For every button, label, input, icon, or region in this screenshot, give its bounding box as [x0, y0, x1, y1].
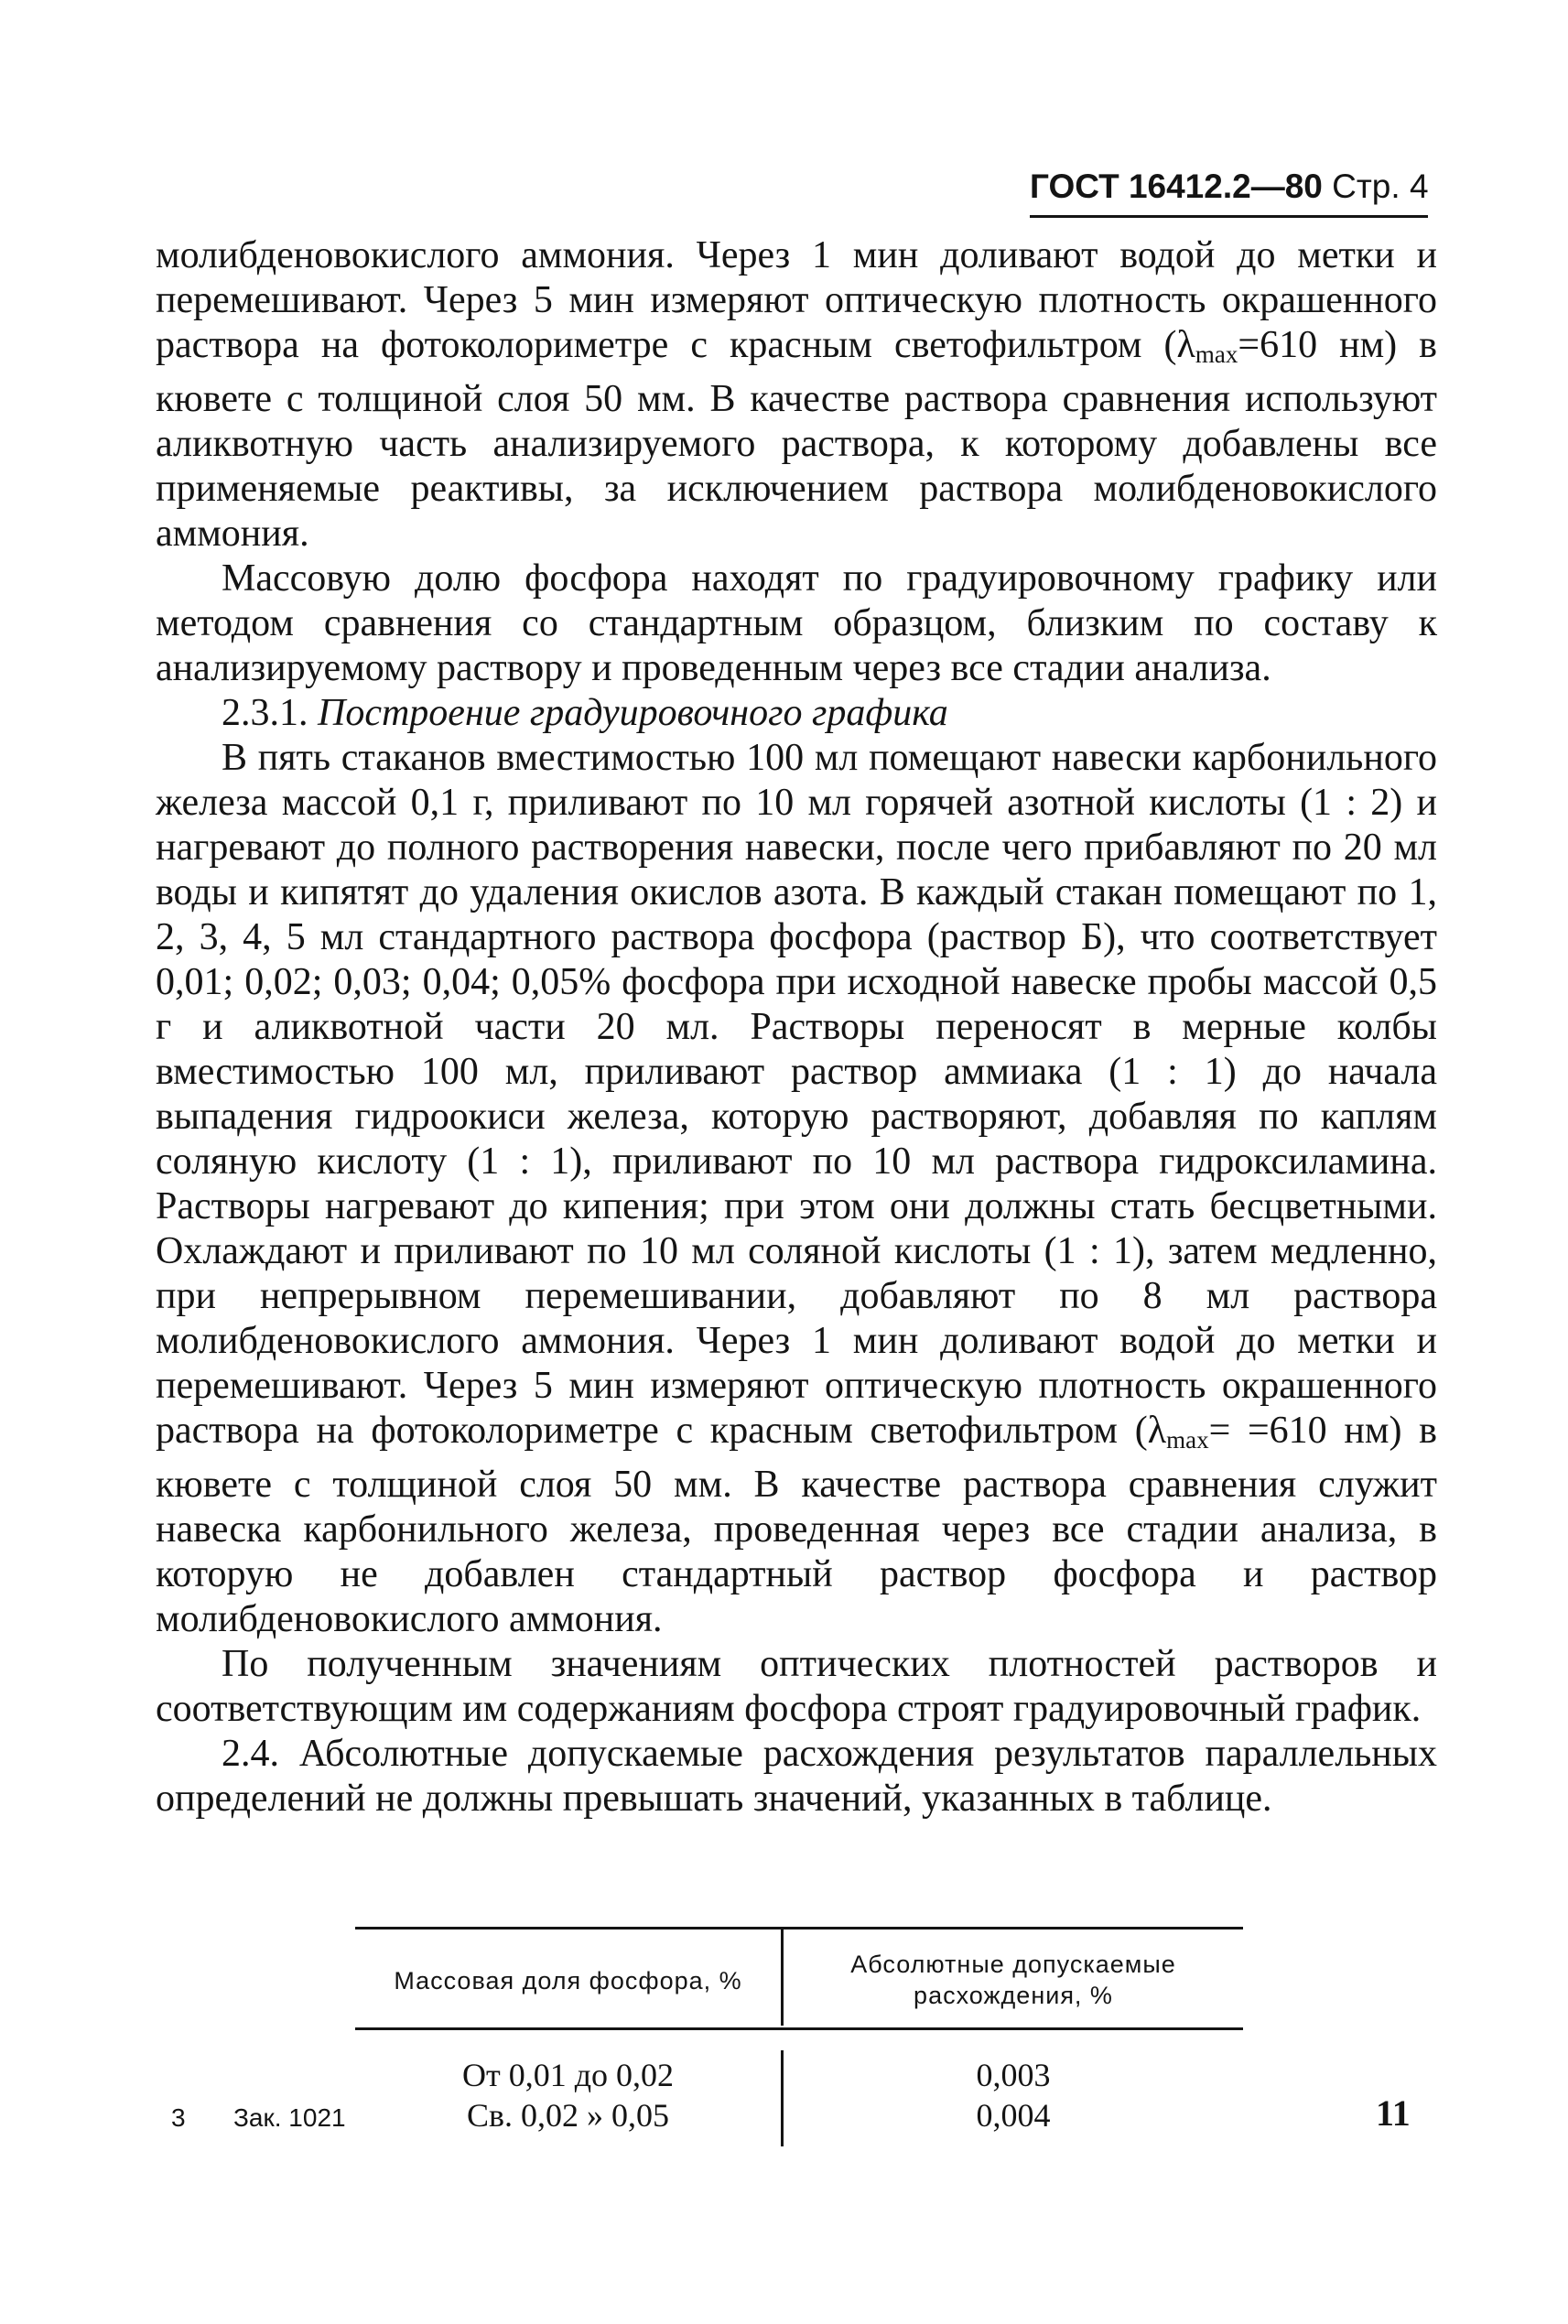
section-title: Построение градуировочного графика [318, 692, 948, 734]
paragraph-2-4: 2.4. Абсолютные допускаемые расхождения результатов параллельных определений не должны превышать значений, указанных в таблице. [156, 1733, 1437, 1820]
table-cell-range-2: Св. 0,02 » 0,05 [466, 2097, 669, 2134]
footer-order-number: Зак. 1021 [233, 2103, 346, 2132]
table-top-rule [355, 1927, 1243, 1929]
footer-sheet-number: 3 [171, 2103, 186, 2132]
section-heading-2-3-1: 2.3.1. Построение градуировочного графика [222, 692, 948, 734]
column-header-tolerance: Абсолютные допускаемые расхождения, % [850, 1951, 1176, 2009]
page-label: Стр. 4 [1332, 168, 1429, 205]
paragraph-continuation: молибденовокислого аммония. Через 1 мин доливают водой до метки и перемешивают. Через 5 мин измеряют оптическую плотность окрашенного раствора на фотоколориметре с красным светофильтром ($\lambda_{max}=610$ нм) в кювете с толщиной слоя 50 мм. В качестве раствора сравнения используют аликвотную часть анализируемого раствора, к которому добавлены все применяемые реактивы, за исключением раствора молибденовокислого аммония. [156, 234, 1437, 555]
lambda-subscript: max [1195, 340, 1238, 368]
tolerance-table [355, 1927, 1243, 2156]
standard-number: ГОСТ 16412.2—80 [1030, 168, 1323, 205]
lambda-subscript: max [1166, 1426, 1209, 1454]
table-cell-value-2: 0,004 [976, 2097, 1051, 2134]
column-header-mass-fraction: Массовая доля фосфора, % [394, 1967, 742, 1994]
paragraph-calibration: По полученным значениям оптических плотностей растворов и соответствующим им содержаниям фосфора строят градуировочный график. [156, 1643, 1437, 1730]
paragraph-mass-fraction: Массовую долю фосфора находят по градуировочному графику или методом сравнения со стандартным образцом, близким по составу к анализируемому раствору и проведенным через все стадии анализа. [156, 557, 1437, 689]
document-body [156, 233, 1437, 1821]
table-cell-range-1: От 0,01 до 0,02 [461, 2057, 675, 2093]
table-header-rule [355, 2027, 1243, 2030]
table-cell-value-1: 0,003 [976, 2057, 1051, 2093]
page-header [1030, 165, 1428, 218]
paragraph-procedure: В пять стаканов вместимостью 100 мл помещают навески карбонильного железа массой 0,1 г, приливают по 10 мл горячей азотной кислоты (1 : 2) и нагревают до полного растворения навески, после чего прибавляют по 20 мл воды и кипятят до удаления окислов азота. В каждый стакан помещают по 1, 2, 3, 4, 5 мл стандартного раствора фосфора (раствор Б), что соответствует 0,01; 0,02; 0,03; 0,04; 0,05% фосфора при исходной навеске пробы массой 0,5 г и аликвотной части 20 мл. Растворы переносят в мерные колбы вместимостью 100 мл, приливают раствор аммиака (1 : 1) до начала выпадения гидроокиси железа, которую растворяют, добавляя по каплям соляную кислоту (1 : 1), приливают по 10 мл раствора гидроксиламина. Растворы нагревают до кипения; при этом они должны стать бесцветными. Охлаждают и приливают по 10 мл соляной кислоты (1 : 1), затем медленно, при непрерывном перемешивании, добавляют по 8 мл раствора молибденовокислого аммония. Через 1 мин доливают водой до метки и перемешивают. Через 5 мин измеряют оптическую плотность окрашенного раствора на фотоколориметре с красным светофильтром ($\lambda_{max}= =610$ нм) в кювете с толщиной слоя 50 мм. В качестве раствора сравнения служит навеска карбонильного железа, проведенная через все стадии анализа, в которую не добавлен стандартный раствор фосфора и раствор молибденовокислого аммония. [156, 737, 1438, 1640]
page-number: 11 [1376, 2092, 1411, 2134]
